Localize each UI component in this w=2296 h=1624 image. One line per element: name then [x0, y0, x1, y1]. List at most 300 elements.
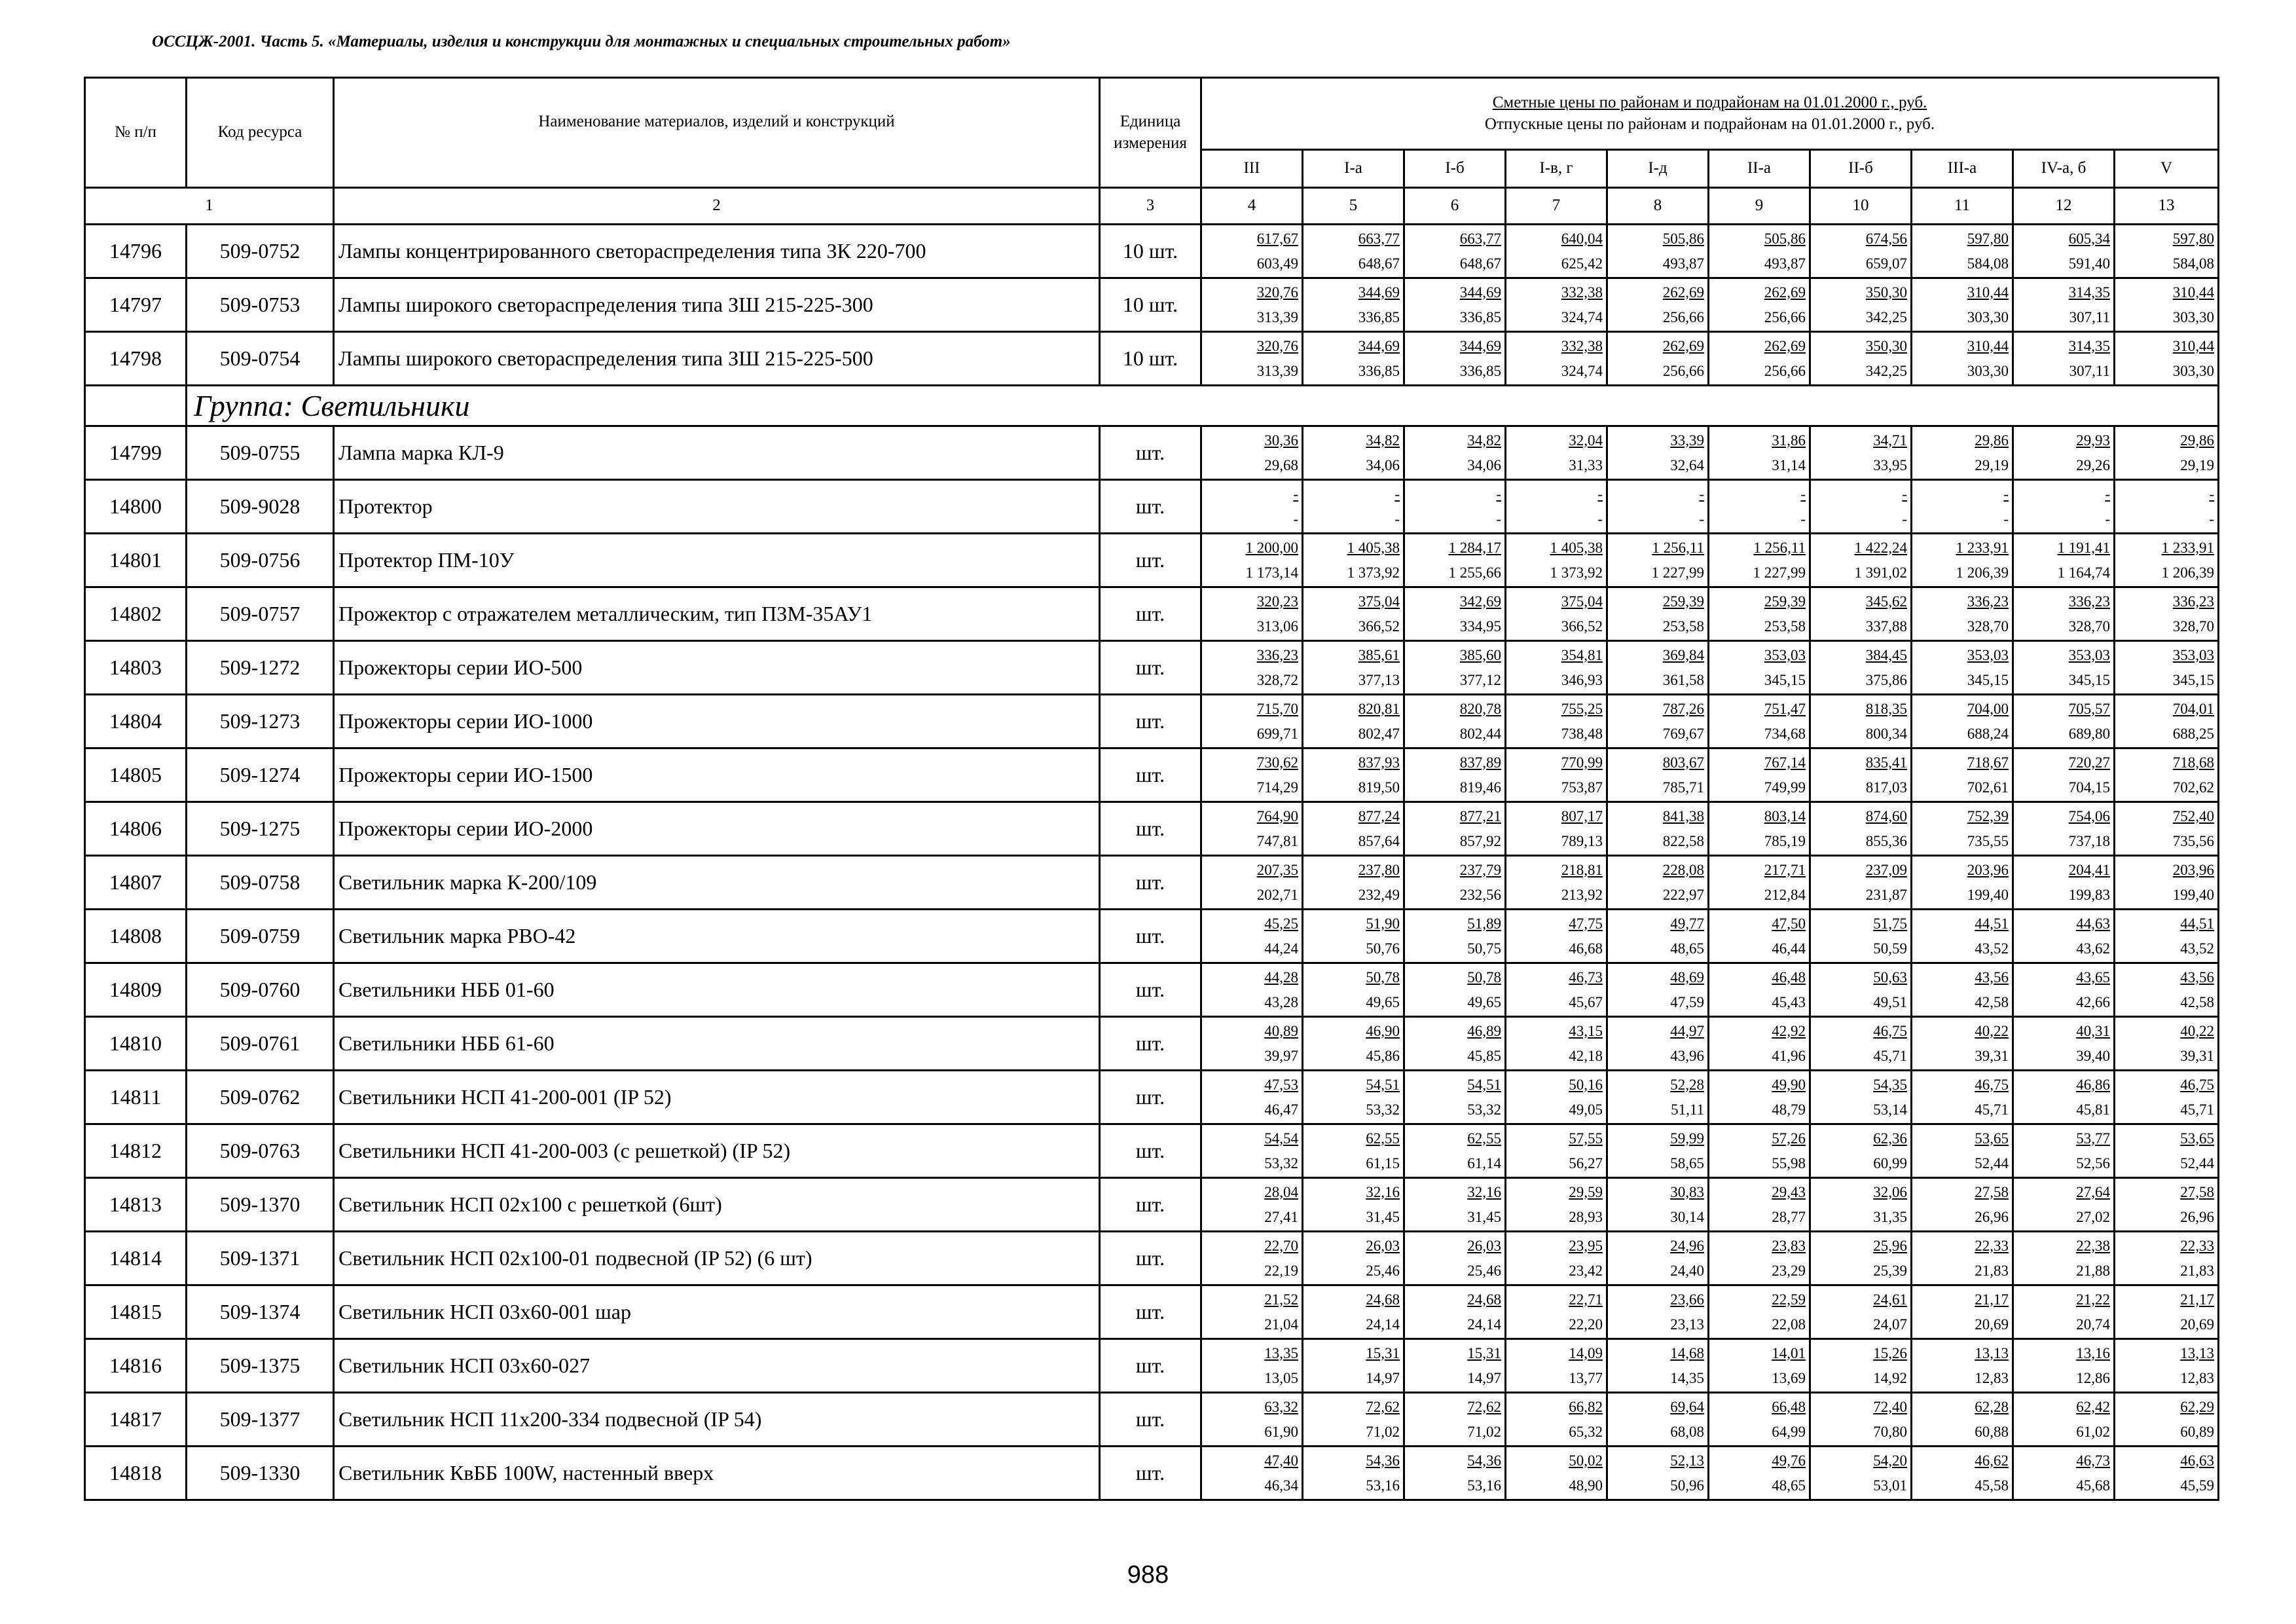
row-number: 14805 — [85, 748, 187, 802]
price-cell — [2115, 748, 2219, 802]
release-price: 769,67 — [1662, 725, 1704, 742]
column-number-row — [85, 188, 2219, 225]
price-cell — [1303, 225, 1404, 278]
price-cell — [1404, 1285, 1506, 1339]
estimated-price: 203,96 — [1967, 861, 2009, 878]
price-cell — [1912, 1232, 2013, 1285]
release-price: 52,44 — [1975, 1154, 2009, 1172]
price-cell — [2115, 1071, 2219, 1124]
price-cell — [1201, 534, 1303, 587]
release-price: 31,35 — [1873, 1208, 1907, 1225]
resource-code: 509-1371 — [187, 1232, 334, 1285]
resource-code: 509-0759 — [187, 910, 334, 963]
release-price: 212,84 — [1764, 886, 1806, 903]
price-cell — [1912, 1339, 2013, 1393]
release-price: 29,19 — [2180, 456, 2215, 473]
resource-code: 509-0753 — [187, 278, 334, 332]
item-name: Светильник НСП 03х60-001 шар — [334, 1285, 1100, 1339]
release-price: 43,28 — [1264, 993, 1298, 1010]
release-price: 342,25 — [1865, 308, 1907, 325]
release-price: 27,02 — [2076, 1208, 2110, 1225]
price-cell — [1303, 332, 1404, 386]
price-cell — [1201, 695, 1303, 748]
estimated-price: 353,03 — [2172, 646, 2215, 663]
estimated-price: 29,59 — [1569, 1183, 1603, 1200]
estimated-price: 21,22 — [2076, 1291, 2110, 1308]
release-price: 25,46 — [1366, 1262, 1400, 1279]
unit: шт. — [1100, 1285, 1201, 1339]
release-price: 29,19 — [1975, 456, 2009, 473]
price-cell — [1506, 1017, 1607, 1071]
release-price: 345,15 — [1967, 671, 2009, 688]
price-cell — [1303, 587, 1404, 641]
release-price: 603,49 — [1256, 255, 1298, 272]
release-price: 70,80 — [1873, 1423, 1907, 1440]
estimated-price: 46,75 — [2180, 1076, 2215, 1093]
unit: шт. — [1100, 534, 1201, 587]
resource-code: 509-0757 — [187, 587, 334, 641]
release-price: 13,05 — [1264, 1369, 1298, 1386]
region-header: IV-а, б — [2013, 150, 2115, 188]
price-cell — [1912, 748, 2013, 802]
price-cell — [1404, 1017, 1506, 1071]
estimated-price: 46,75 — [1873, 1022, 1907, 1039]
unit: шт. — [1100, 910, 1201, 963]
estimated-price: 52,13 — [1670, 1452, 1704, 1469]
table-row — [85, 480, 2219, 534]
column-number: 11 — [1912, 188, 2013, 225]
price-cell — [1404, 1232, 1506, 1285]
row-number: 14809 — [85, 963, 187, 1017]
column-number: 10 — [1810, 188, 1912, 225]
price-cell — [1201, 802, 1303, 856]
estimated-price: 46,73 — [2076, 1452, 2110, 1469]
release-price: 857,64 — [1358, 832, 1400, 849]
estimated-price: 15,26 — [1873, 1344, 1907, 1361]
estimated-price: 218,81 — [1561, 861, 1603, 878]
estimated-price: 259,39 — [1662, 593, 1704, 610]
release-price: 30,14 — [1670, 1208, 1704, 1225]
release-price: 14,92 — [1873, 1369, 1907, 1386]
release-price: 71,02 — [1467, 1423, 1501, 1440]
estimated-price: 40,22 — [2180, 1022, 2215, 1039]
price-cell — [1303, 748, 1404, 802]
estimated-price: 13,13 — [1975, 1344, 2009, 1361]
estimated-price: 27,58 — [1975, 1183, 2009, 1200]
price-cell — [1810, 1124, 1912, 1178]
estimated-price: 320,76 — [1256, 284, 1298, 301]
resource-code: 509-1370 — [187, 1178, 334, 1232]
release-price: 24,40 — [1670, 1262, 1704, 1279]
release-price: - — [1293, 510, 1298, 527]
release-price: 648,67 — [1459, 255, 1501, 272]
price-cell — [1506, 1285, 1607, 1339]
price-cell — [1607, 641, 1709, 695]
release-price: 68,08 — [1670, 1423, 1704, 1440]
release-price: 855,36 — [1865, 832, 1907, 849]
estimated-price: - — [1699, 485, 1704, 502]
estimated-price: 718,67 — [1967, 754, 2009, 771]
price-cell — [1912, 225, 2013, 278]
release-price: 50,76 — [1366, 940, 1400, 957]
estimated-price: 30,36 — [1264, 432, 1298, 449]
price-cell — [1810, 480, 1912, 534]
estimated-price: 24,68 — [1467, 1291, 1501, 1308]
estimated-price: 767,14 — [1764, 754, 1806, 771]
unit: 10 шт. — [1100, 278, 1201, 332]
release-price: 342,25 — [1865, 362, 1907, 379]
estimated-price: 217,71 — [1764, 861, 1806, 878]
header-unit: Единица измерения — [1100, 78, 1201, 188]
estimated-price: 310,44 — [2172, 284, 2215, 301]
price-cell — [1201, 1285, 1303, 1339]
price-cell — [1912, 963, 2013, 1017]
release-price: 734,68 — [1764, 725, 1806, 742]
price-cell — [2115, 963, 2219, 1017]
estimated-price: 1 191,41 — [2057, 539, 2110, 556]
estimated-price: 72,62 — [1366, 1398, 1400, 1415]
estimated-price: 26,03 — [1366, 1237, 1400, 1254]
release-price: 22,19 — [1264, 1262, 1298, 1279]
price-cell — [1810, 1339, 1912, 1393]
estimated-price: 40,89 — [1264, 1022, 1298, 1039]
estimated-price: 705,57 — [2068, 700, 2110, 717]
item-name: Светильник марка РВО-42 — [334, 910, 1100, 963]
release-price: 346,93 — [1561, 671, 1603, 688]
release-price: 14,97 — [1366, 1369, 1400, 1386]
unit: шт. — [1100, 1178, 1201, 1232]
price-cell — [2013, 225, 2115, 278]
release-price: 199,83 — [2068, 886, 2110, 903]
price-cell — [1912, 1017, 2013, 1071]
resource-code: 509-1274 — [187, 748, 334, 802]
table-row — [85, 1124, 2219, 1178]
release-price: 714,29 — [1256, 779, 1298, 796]
estimated-price: 597,80 — [1967, 230, 2009, 247]
estimated-price: - — [1902, 485, 1907, 502]
price-cell — [1506, 1071, 1607, 1124]
header-prices-estimated: Сметные цены по районам и подрайонам на 01.01.2000 г., руб. — [1492, 94, 1927, 111]
estimated-price: 29,86 — [1975, 432, 2009, 449]
release-price: 688,24 — [1967, 725, 2009, 742]
release-price: 337,88 — [1865, 618, 1907, 635]
release-price: 802,47 — [1358, 725, 1400, 742]
estimated-price: - — [2003, 485, 2009, 502]
estimated-price: 1 233,91 — [1956, 539, 2009, 556]
release-price: 45,67 — [1569, 993, 1603, 1010]
unit: 10 шт. — [1100, 225, 1201, 278]
estimated-price: 51,75 — [1873, 915, 1907, 932]
release-price: 625,42 — [1561, 255, 1603, 272]
release-price: 1 173,14 — [1245, 564, 1298, 581]
row-number: 14817 — [85, 1393, 187, 1447]
estimated-price: 46,62 — [1975, 1452, 2009, 1469]
estimated-price: 1 256,11 — [1652, 539, 1704, 556]
row-number: 14814 — [85, 1232, 187, 1285]
item-name: Светильники НББ 01-60 — [334, 963, 1100, 1017]
estimated-price: 751,47 — [1764, 700, 1806, 717]
price-cell — [1607, 278, 1709, 332]
estimated-price: 30,83 — [1670, 1183, 1704, 1200]
release-price: 328,70 — [2172, 618, 2215, 635]
resource-code: 509-0752 — [187, 225, 334, 278]
release-price: 60,99 — [1873, 1154, 1907, 1172]
row-number: 14800 — [85, 480, 187, 534]
estimated-price: 336,23 — [1967, 593, 2009, 610]
estimated-price: 25,96 — [1873, 1237, 1907, 1254]
price-cell — [1810, 1393, 1912, 1447]
release-price: 688,25 — [2172, 725, 2215, 742]
header-code: Код ресурса — [187, 78, 334, 188]
resource-code: 509-0760 — [187, 963, 334, 1017]
resource-code: 509-0755 — [187, 426, 334, 480]
column-number: 4 — [1201, 188, 1303, 225]
release-price: 26,96 — [1975, 1208, 2009, 1225]
estimated-price: 730,62 — [1256, 754, 1298, 771]
release-price: 303,30 — [1967, 308, 2009, 325]
release-price: 12,83 — [2180, 1369, 2215, 1386]
estimated-price: 22,71 — [1569, 1291, 1603, 1308]
price-cell — [1201, 1339, 1303, 1393]
release-price: 702,62 — [2172, 779, 2215, 796]
release-price: 55,98 — [1772, 1154, 1806, 1172]
item-name: Светильник марка К-200/109 — [334, 856, 1100, 910]
release-price: 704,15 — [2068, 779, 2110, 796]
resource-code: 509-1375 — [187, 1339, 334, 1393]
estimated-price: 50,78 — [1467, 969, 1501, 986]
price-cell — [1404, 856, 1506, 910]
release-price: 21,83 — [2180, 1262, 2215, 1279]
release-price: 1 255,66 — [1448, 564, 1501, 581]
release-price: 24,14 — [1467, 1316, 1501, 1333]
unit: шт. — [1100, 856, 1201, 910]
estimated-price: 44,97 — [1670, 1022, 1704, 1039]
price-cell — [1404, 1447, 1506, 1500]
release-price: 213,92 — [1561, 886, 1603, 903]
release-price: 307,11 — [2069, 308, 2110, 325]
price-cell — [1810, 1017, 1912, 1071]
release-price: 61,90 — [1264, 1423, 1298, 1440]
estimated-price: 820,78 — [1459, 700, 1501, 717]
resource-code: 509-1272 — [187, 641, 334, 695]
price-cell — [1201, 1178, 1303, 1232]
release-price: 584,08 — [2172, 255, 2215, 272]
table-row — [85, 1178, 2219, 1232]
estimated-price: 48,69 — [1670, 969, 1704, 986]
column-number: 5 — [1303, 188, 1404, 225]
release-price: 21,04 — [1264, 1316, 1298, 1333]
estimated-price: 47,53 — [1264, 1076, 1298, 1093]
estimated-price: 46,75 — [1975, 1076, 2009, 1093]
price-cell — [1607, 695, 1709, 748]
release-price: 493,87 — [1662, 255, 1704, 272]
price-cell — [1810, 534, 1912, 587]
release-price: 1 206,39 — [1956, 564, 2009, 581]
price-cell — [1506, 534, 1607, 587]
release-price: 377,13 — [1358, 671, 1400, 688]
estimated-price: 23,66 — [1670, 1291, 1704, 1308]
release-price: 23,29 — [1772, 1262, 1806, 1279]
table-row — [85, 1339, 2219, 1393]
price-cell — [2115, 1339, 2219, 1393]
price-cell — [1201, 1071, 1303, 1124]
price-cell — [1810, 278, 1912, 332]
release-price: 56,27 — [1569, 1154, 1603, 1172]
release-price: 25,39 — [1873, 1262, 1907, 1279]
rows-after-group — [85, 426, 2219, 1500]
release-price: 735,55 — [1967, 832, 2009, 849]
estimated-price: - — [1394, 485, 1400, 502]
release-price: 42,58 — [2180, 993, 2215, 1010]
release-price: 48,65 — [1772, 1477, 1806, 1494]
price-cell — [1303, 910, 1404, 963]
price-cell — [1404, 1339, 1506, 1393]
estimated-price: 44,51 — [1975, 915, 2009, 932]
estimated-price: 715,70 — [1256, 700, 1298, 717]
estimated-price: 32,06 — [1873, 1183, 1907, 1200]
estimated-price: 21,17 — [1975, 1291, 2009, 1308]
price-cell — [1709, 534, 1810, 587]
price-cell — [1303, 1285, 1404, 1339]
price-cell — [1303, 534, 1404, 587]
row-number: 14813 — [85, 1178, 187, 1232]
price-cell — [1404, 278, 1506, 332]
estimated-price: 770,99 — [1561, 754, 1603, 771]
price-cell — [1303, 1124, 1404, 1178]
release-price: 42,18 — [1569, 1047, 1603, 1064]
release-price: 702,61 — [1967, 779, 2009, 796]
group-row — [85, 386, 2219, 426]
row-number: 14796 — [85, 225, 187, 278]
estimated-price: 332,38 — [1561, 284, 1603, 301]
release-price: 52,56 — [2076, 1154, 2110, 1172]
row-number: 14808 — [85, 910, 187, 963]
estimated-price: 29,86 — [2180, 432, 2215, 449]
estimated-price: 345,62 — [1865, 593, 1907, 610]
estimated-price: 344,69 — [1358, 284, 1400, 301]
release-price: 29,68 — [1264, 456, 1298, 473]
price-cell — [1810, 963, 1912, 1017]
price-cell — [1607, 1124, 1709, 1178]
region-header: I-б — [1404, 150, 1506, 188]
estimated-price: 49,76 — [1772, 1452, 1806, 1469]
price-cell — [1506, 695, 1607, 748]
price-cell — [1607, 1339, 1709, 1393]
release-price: 375,86 — [1865, 671, 1907, 688]
release-price: 753,87 — [1561, 779, 1603, 796]
table-row — [85, 641, 2219, 695]
release-price: 43,62 — [2076, 940, 2110, 957]
estimated-price: 820,81 — [1358, 700, 1400, 717]
estimated-price: 13,16 — [2076, 1344, 2110, 1361]
estimated-price: 21,52 — [1264, 1291, 1298, 1308]
release-price: 49,65 — [1467, 993, 1501, 1010]
release-price: 43,96 — [1670, 1047, 1704, 1064]
release-price: 60,88 — [1975, 1423, 2009, 1440]
estimated-price: 350,30 — [1865, 337, 1907, 354]
release-price: 33,95 — [1873, 456, 1907, 473]
price-cell — [1607, 480, 1709, 534]
price-cell — [1201, 426, 1303, 480]
price-cell — [1912, 1285, 2013, 1339]
price-cell — [2115, 641, 2219, 695]
release-price: 23,13 — [1670, 1316, 1704, 1333]
estimated-price: 354,81 — [1561, 646, 1603, 663]
price-cell — [1506, 910, 1607, 963]
resource-code: 509-0756 — [187, 534, 334, 587]
price-cell — [1810, 1178, 1912, 1232]
price-cell — [1303, 1393, 1404, 1447]
estimated-price: 384,45 — [1865, 646, 1907, 663]
estimated-price: 874,60 — [1865, 807, 1907, 824]
estimated-price: 45,25 — [1264, 915, 1298, 932]
release-price: 737,18 — [2068, 832, 2110, 849]
resource-code: 509-0754 — [187, 332, 334, 386]
release-price: 46,34 — [1264, 1477, 1298, 1494]
price-cell — [1810, 1232, 1912, 1285]
price-cell — [2013, 426, 2115, 480]
price-cell — [1912, 856, 2013, 910]
price-cell — [1709, 1124, 1810, 1178]
release-price: 1 227,99 — [1651, 564, 1704, 581]
estimated-price: 640,04 — [1561, 230, 1603, 247]
table-row — [85, 802, 2219, 856]
column-number: 3 — [1100, 188, 1201, 225]
release-price: 659,07 — [1865, 255, 1907, 272]
price-cell — [1506, 963, 1607, 1017]
price-cell — [1607, 1178, 1709, 1232]
price-cell — [2013, 587, 2115, 641]
price-cell — [1709, 1393, 1810, 1447]
price-cell — [2115, 1124, 2219, 1178]
estimated-price: 803,14 — [1764, 807, 1806, 824]
price-cell — [1404, 641, 1506, 695]
release-price: - — [1394, 510, 1400, 527]
price-cell — [2115, 695, 2219, 748]
price-cell — [1810, 426, 1912, 480]
estimated-price: 262,69 — [1764, 337, 1806, 354]
release-price: 39,97 — [1264, 1047, 1298, 1064]
price-cell — [1201, 748, 1303, 802]
estimated-price: 53,65 — [2180, 1130, 2215, 1147]
price-cell — [1709, 1447, 1810, 1500]
price-cell — [1709, 910, 1810, 963]
estimated-price: 342,69 — [1459, 593, 1501, 610]
release-price: 42,66 — [2076, 993, 2110, 1010]
estimated-price: 764,90 — [1256, 807, 1298, 824]
unit: шт. — [1100, 695, 1201, 748]
price-cell — [2013, 856, 2115, 910]
release-price: 43,52 — [1975, 940, 2009, 957]
release-price: 50,96 — [1670, 1477, 1704, 1494]
release-price: 256,66 — [1662, 362, 1704, 379]
price-cell — [1201, 587, 1303, 641]
release-price: 42,58 — [1975, 993, 2009, 1010]
release-price: 31,14 — [1772, 456, 1806, 473]
estimated-price: 597,80 — [2172, 230, 2215, 247]
unit: шт. — [1100, 802, 1201, 856]
release-price: 256,66 — [1764, 362, 1806, 379]
price-cell — [2013, 1178, 2115, 1232]
item-name: Лампа марка КЛ-9 — [334, 426, 1100, 480]
price-cell — [1810, 225, 1912, 278]
price-cell — [1607, 856, 1709, 910]
region-header: I-д — [1607, 150, 1709, 188]
release-price: 1 373,92 — [1550, 564, 1603, 581]
estimated-price: 803,67 — [1662, 754, 1704, 771]
estimated-price: 69,64 — [1670, 1398, 1704, 1415]
release-price: 222,97 — [1662, 886, 1704, 903]
